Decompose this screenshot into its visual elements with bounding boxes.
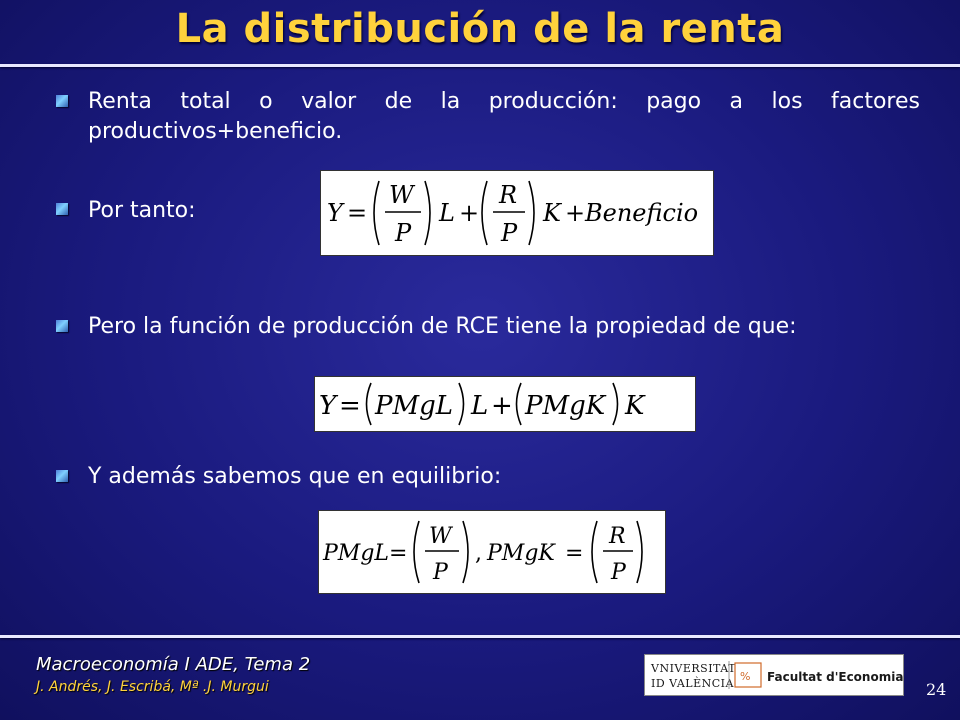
svg-text:=: = (565, 541, 584, 566)
svg-text:W: W (389, 181, 414, 209)
svg-text:+: + (565, 199, 586, 227)
svg-text:+: + (491, 391, 513, 421)
svg-text:R: R (499, 181, 518, 209)
bullet-icon (56, 95, 68, 107)
svg-text:L: L (471, 391, 489, 421)
footer-course-title: Macroeconomía I ADE, Tema 2 (36, 654, 311, 675)
bullet-text-3: Pero la función de producción de RCE tiene la propiedad de que: (88, 314, 797, 339)
svg-text:+: + (459, 199, 480, 227)
university-logo (644, 654, 904, 696)
page-number: 24 (926, 680, 947, 699)
svg-text:L: L (439, 199, 455, 227)
svg-text:PMgK: PMgK (487, 541, 555, 566)
svg-text:PMgL: PMgL (323, 541, 390, 566)
svg-text:=: = (389, 541, 408, 566)
svg-text:PMgL: PMgL (375, 391, 454, 421)
svg-text:Beneficio: Beneficio (585, 199, 699, 227)
svg-text:,: , (475, 541, 482, 566)
svg-text:=: = (347, 199, 368, 227)
title-divider (0, 64, 960, 67)
svg-text:%: % (740, 670, 751, 683)
bullet-text-1: Renta total o valor de la producción: pago a los factores productivos+beneficio. (88, 89, 920, 144)
svg-text:K: K (625, 391, 645, 421)
logo-faculty-name: Facultat d'Economia (767, 670, 903, 684)
equation-income-distribution (320, 170, 714, 256)
svg-text:P: P (611, 560, 626, 585)
svg-text:R: R (609, 524, 626, 549)
equation-production-function (314, 376, 696, 432)
svg-text:W: W (429, 524, 452, 549)
bullet-text-4: Y además sabemos que en equilibrio: (88, 464, 502, 489)
equation-equilibrium (318, 510, 666, 594)
svg-text:Y: Y (319, 391, 337, 421)
svg-text:P: P (501, 219, 518, 247)
svg-text:Y: Y (327, 199, 343, 227)
slide-title: La distribución de la renta (175, 6, 785, 52)
footer-authors: J. Andrés, J. Escribá, Mª .J. Murgui (36, 679, 269, 695)
footer-divider (0, 635, 960, 638)
svg-text:=: = (339, 391, 361, 421)
bullet-icon (56, 320, 68, 332)
bullet-text-2: Por tanto: (88, 198, 196, 223)
logo-university-line1: VNIVERSITAT (651, 662, 736, 675)
svg-text:K: K (543, 199, 561, 227)
bullet-icon (56, 470, 68, 482)
bullet-icon (56, 203, 68, 215)
svg-text:P: P (395, 219, 412, 247)
logo-university-line2: ID VALÈNCIA (651, 677, 734, 690)
svg-text:P: P (433, 560, 448, 585)
svg-text:PMgK: PMgK (525, 391, 606, 421)
